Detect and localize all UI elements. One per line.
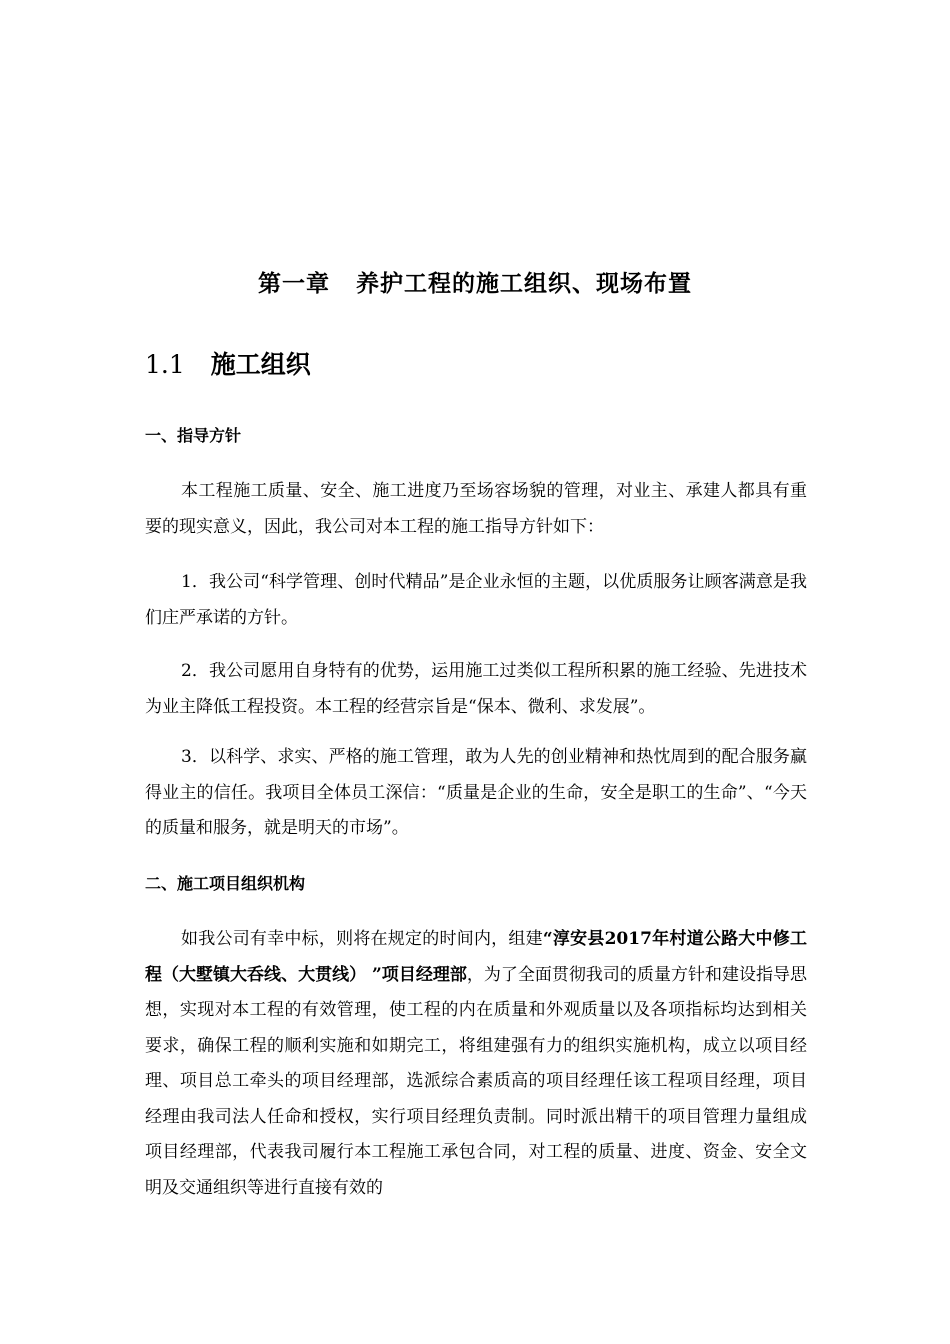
- section-number: 1.1: [145, 350, 185, 379]
- project-department-name: “淳安县2017年村道公路大中修工程（大墅镇大呑线、大贯线） ”项目经理部: [145, 929, 808, 985]
- section-title: [145, 346, 311, 384]
- guidelines-intro-paragraph: 本工程施工质量、安全、施工进度乃至场容场貌的管理，对业主、承建人都具有重要的现实意义，因此，我公司对本工程的施工指导方针如下：: [145, 481, 807, 537]
- section-title-text: 施工组织: [210, 350, 311, 379]
- subsection-heading-guidelines: 一、指导方针: [145, 426, 242, 445]
- subsection-heading-organization: 二、施工项目组织机构: [145, 874, 306, 893]
- chapter-title: [0, 266, 950, 302]
- guideline-item-3: 3．以科学、求实、严格的施工管理，敢为人先的创业精神和热忱周到的配合服务赢得业主的信任。我项目全体员工深信：“质量是企业的生命，安全是职工的生命”、“今天的质量和服务，就是明天的市场”。: [145, 747, 807, 838]
- chapter-number: 第一章: [258, 270, 330, 297]
- organization-paragraph: [145, 922, 807, 1206]
- guideline-item-2: 2．我公司愿用自身特有的优势，运用施工过类似工程所积累的施工经验、先进技术为业主降低工程投资。本工程的经营宗旨是“保本、微利、求发展”。: [145, 661, 807, 717]
- organization-paragraph-rest: ，为了全面贯彻我司的质量方针和建设指导思想，实现对本工程的有效管理，使工程的内在质量和外观质量以及各项指标均达到相关要求，确保工程的顺利实施和如期完工，将组建强有力的组织实施机构，成立以项目经理、项目总工牵头的项目经理部，选派综合素质高的项目经理任该工程项目经理，项目经理由我司法人任命和授权，实行项目经理负责制。同时派出精干的项目管理力量组成项目经理部，代表我司履行本工程施工承包合同，对工程的质量、进度、资金、安全文明及交通组织等进行直接有效的: [145, 964, 808, 1198]
- organization-paragraph-start: 如我公司有幸中标，则将在规定的时间内，组建: [181, 929, 543, 949]
- guideline-item-1: 1．我公司“科学管理、创时代精品”是企业永恒的主题，以优质服务让顾客满意是我们庄严承诺的方针。: [145, 572, 807, 628]
- chapter-title-text: 养护工程的施工组织、现场布置: [356, 270, 692, 297]
